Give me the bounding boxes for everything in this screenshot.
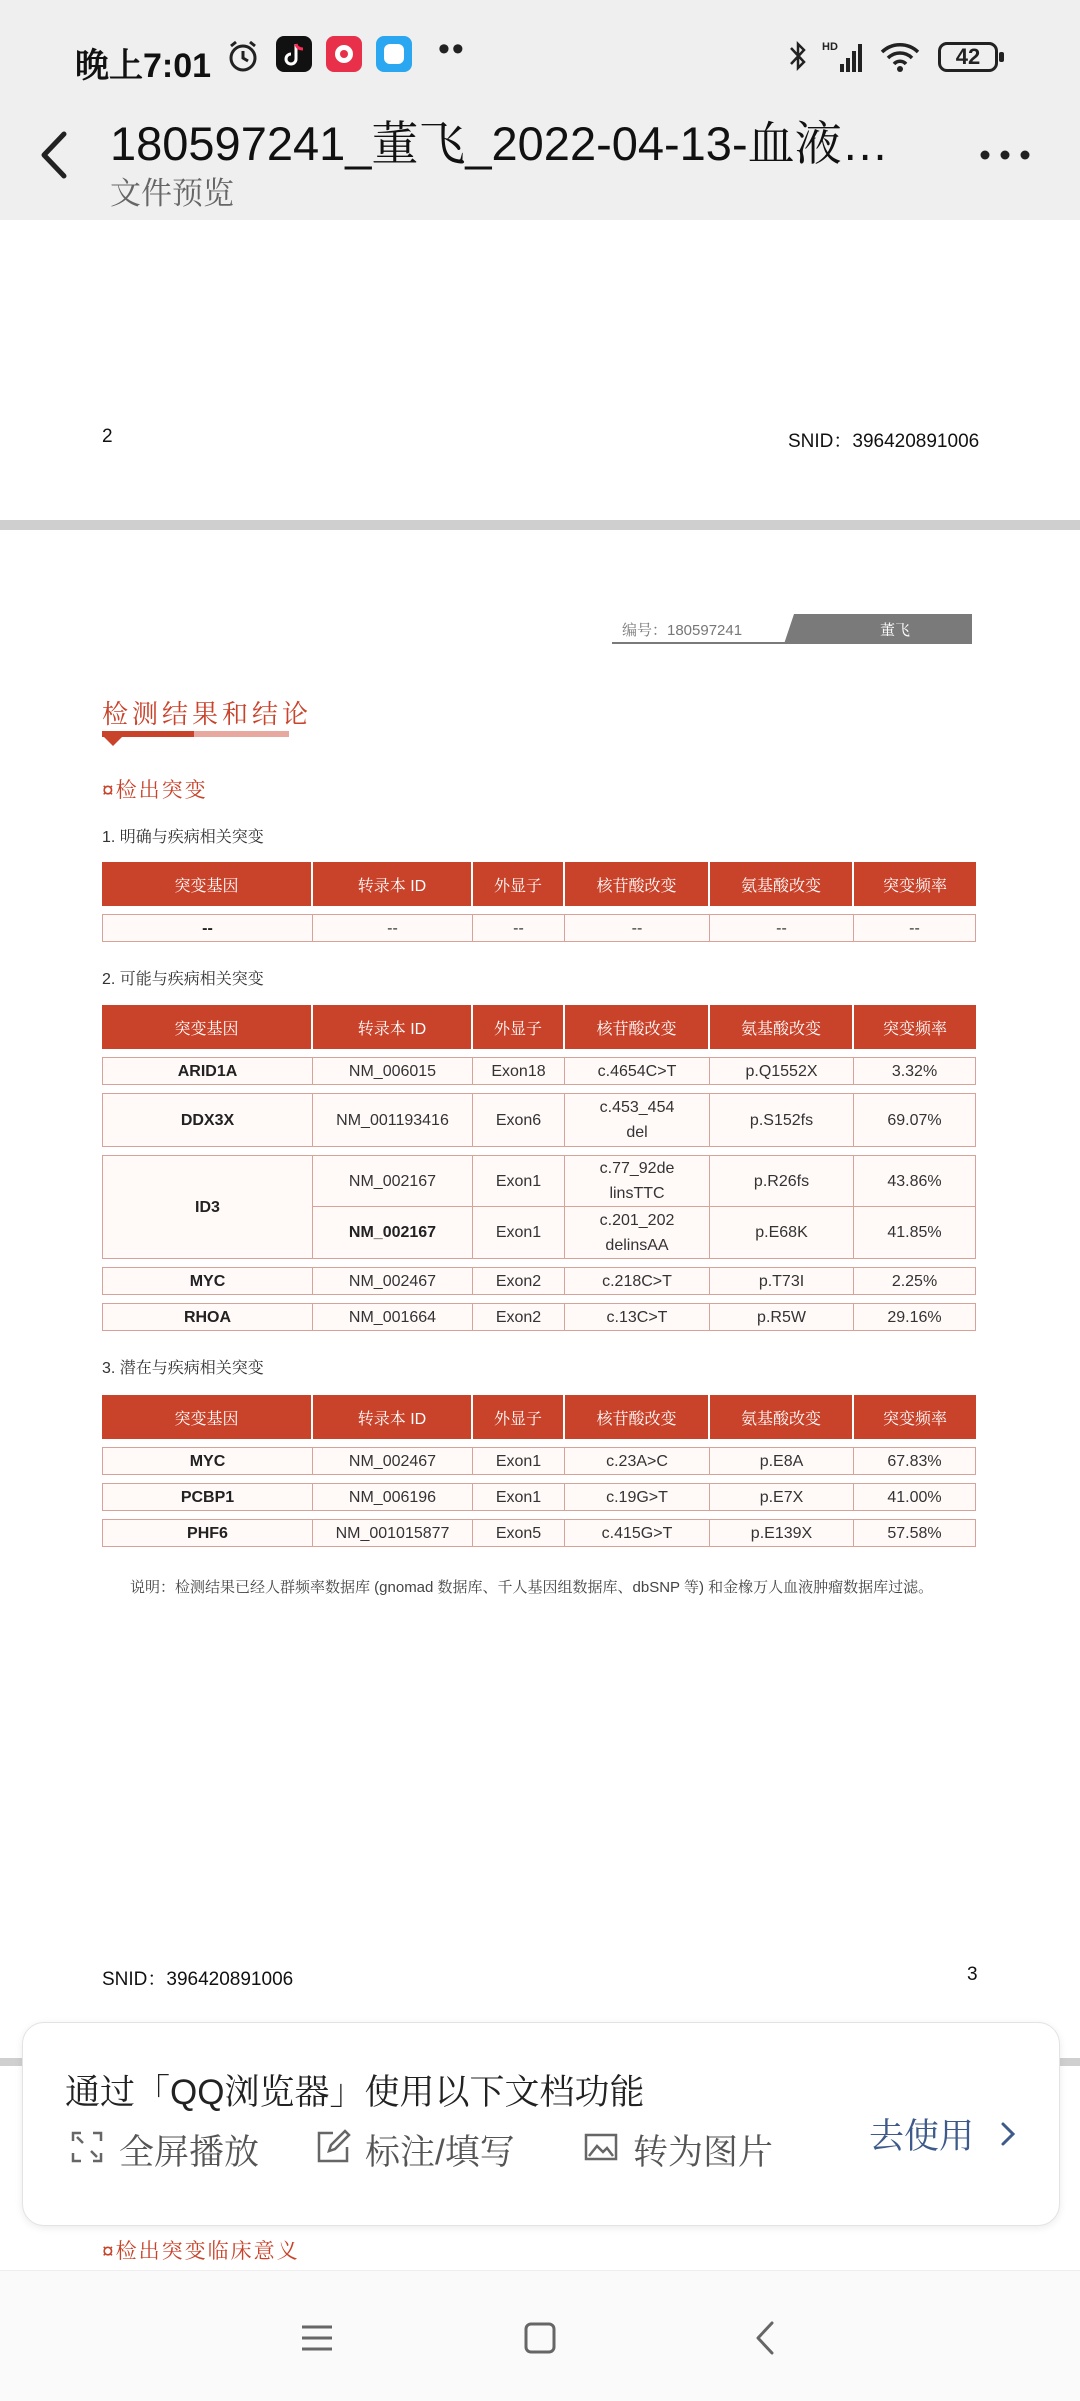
- status-time: 晚上7:01: [75, 47, 212, 85]
- back-button[interactable]: [30, 120, 80, 190]
- table-row: [102, 1447, 976, 1475]
- cell-gene: RHOA: [102, 1303, 313, 1331]
- qq-browser-promo-card: [22, 2022, 1060, 2226]
- cell-transcript: --: [313, 914, 473, 942]
- cell-exon: --: [473, 914, 565, 942]
- cell-gene: PHF6: [102, 1519, 313, 1547]
- cell-transcript: NM_006015: [313, 1057, 473, 1085]
- table-row: [102, 914, 976, 942]
- column-header: 转录本 ID: [313, 1395, 473, 1439]
- status-bar: [0, 0, 1080, 120]
- cell-gene: ID3: [102, 1155, 313, 1259]
- table-1-heading: 1. 明确与疾病相关突变: [102, 829, 264, 846]
- column-header: 突变基因: [102, 1395, 313, 1439]
- column-header: 外显子: [473, 862, 565, 906]
- page-number: 3: [967, 1964, 978, 1985]
- table-3-heading: 3. 潜在与疾病相关突变: [102, 1360, 264, 1377]
- table-row: [102, 1057, 976, 1085]
- column-header: 氨基酸改变: [710, 862, 854, 906]
- column-header: 核苷酸改变: [565, 862, 710, 906]
- alarm-icon: [225, 38, 261, 74]
- annotate-button[interactable]: [315, 2119, 565, 2175]
- battery-indicator: 42: [938, 42, 998, 72]
- fullscreen-icon: [69, 2129, 105, 2165]
- column-header: 转录本 ID: [313, 1005, 473, 1049]
- more-options-button[interactable]: [975, 140, 1035, 170]
- column-header: 突变频率: [854, 862, 976, 906]
- cell-frequency: 2.25%: [854, 1267, 976, 1295]
- subsection-title: ¤检出突变临床意义: [102, 2240, 300, 2263]
- cell-gene: MYC: [102, 1267, 313, 1295]
- cell-frequency: 41.85%: [854, 1207, 976, 1259]
- back-nav-button[interactable]: [742, 2313, 792, 2363]
- section-title: 检测结果和结论: [102, 699, 313, 729]
- column-header: 氨基酸改变: [710, 1005, 854, 1049]
- convert-image-label: 转为图片: [633, 2133, 774, 2172]
- edit-icon: [315, 2129, 351, 2165]
- cell-nucleotide: --: [565, 914, 710, 942]
- column-header: 核苷酸改变: [565, 1395, 710, 1439]
- tiktok-app-icon: [276, 36, 312, 72]
- column-header: 转录本 ID: [313, 862, 473, 906]
- cell-exon: Exon1: [473, 1207, 565, 1259]
- cell-exon: Exon6: [473, 1093, 565, 1147]
- cell-exon: Exon1: [473, 1155, 565, 1207]
- column-header: 突变基因: [102, 862, 313, 906]
- cell-amino-acid: p.E68K: [710, 1207, 854, 1259]
- cell-nucleotide: c.23A>C: [565, 1447, 710, 1475]
- cell-amino-acid: p.R5W: [710, 1303, 854, 1331]
- cell-frequency: 29.16%: [854, 1303, 976, 1331]
- cell-amino-acid: --: [710, 914, 854, 942]
- column-header: 氨基酸改变: [710, 1395, 854, 1439]
- cell-nucleotide: c.201_202 delinsAA: [565, 1207, 710, 1259]
- cell-amino-acid: p.E8A: [710, 1447, 854, 1475]
- column-header: 突变基因: [102, 1005, 313, 1049]
- cell-frequency: 3.32%: [854, 1057, 976, 1085]
- column-header: 外显子: [473, 1005, 565, 1049]
- cell-gene: DDX3X: [102, 1093, 313, 1147]
- cell-nucleotide: c.77_92de linsTTC: [565, 1155, 710, 1207]
- image-icon: [583, 2129, 619, 2165]
- report-code-label: 编号：180597241: [622, 622, 743, 639]
- table-2-heading: 2. 可能与疾病相关突变: [102, 971, 264, 988]
- home-nav-button[interactable]: [515, 2313, 565, 2363]
- svg-text:HD: HD: [822, 41, 838, 53]
- page-number: 2: [102, 426, 113, 447]
- cell-frequency: 41.00%: [854, 1483, 976, 1511]
- chevron-right-icon: [997, 2119, 1019, 2149]
- cell-exon: Exon1: [473, 1483, 565, 1511]
- document-subtitle: 文件预览: [110, 176, 234, 211]
- snid-label: SNID：396420891006: [788, 431, 980, 452]
- cell-exon: Exon2: [473, 1267, 565, 1295]
- cell-frequency: 69.07%: [854, 1093, 976, 1147]
- table-potential-mutations: [102, 1395, 976, 1547]
- bluetooth-icon: [786, 38, 810, 74]
- cell-transcript: NM_006196: [313, 1483, 473, 1511]
- table-row: [102, 1093, 976, 1147]
- cell-exon: Exon5: [473, 1519, 565, 1547]
- section-underline-light: [194, 731, 289, 737]
- snid-label: SNID：396420891006: [102, 1969, 294, 1990]
- fullscreen-label: 全屏播放: [119, 2133, 260, 2172]
- cell-nucleotide: c.4654C>T: [565, 1057, 710, 1085]
- annotate-label: 标注/填写: [365, 2133, 515, 2172]
- table-definite-mutations: [102, 862, 976, 942]
- go-use-label: 去使用: [869, 2117, 975, 2156]
- patient-name: 董飞: [880, 622, 911, 639]
- cell-frequency: --: [854, 914, 976, 942]
- table-possible-mutations: [102, 1005, 976, 1331]
- cell-gene: ARID1A: [102, 1057, 313, 1085]
- cell-nucleotide: c.13C>T: [565, 1303, 710, 1331]
- cell-amino-acid: p.E139X: [710, 1519, 854, 1547]
- column-header: 核苷酸改变: [565, 1005, 710, 1049]
- cell-amino-acid: p.R26fs: [710, 1155, 854, 1207]
- column-header: 突变频率: [854, 1395, 976, 1439]
- table-row: [102, 1303, 976, 1331]
- cell-transcript: NM_001015877: [313, 1519, 473, 1547]
- table-row: [102, 1155, 976, 1207]
- cell-transcript: NM_001664: [313, 1303, 473, 1331]
- cell-amino-acid: p.Q1552X: [710, 1057, 854, 1085]
- table-row: [102, 1267, 976, 1295]
- more-notifications-icon: ••: [438, 30, 466, 68]
- menu-nav-button[interactable]: [292, 2313, 342, 2363]
- go-use-button[interactable]: [869, 2109, 1029, 2159]
- wifi-icon: [878, 38, 922, 74]
- cell-transcript: NM_002467: [313, 1267, 473, 1295]
- page-separator: [0, 520, 1080, 530]
- message-app-icon: [376, 36, 412, 72]
- cell-exon: Exon18: [473, 1057, 565, 1085]
- table-row: [102, 1519, 976, 1547]
- cell-frequency: 57.58%: [854, 1519, 976, 1547]
- cell-gene: --: [102, 914, 313, 942]
- column-header: 外显子: [473, 1395, 565, 1439]
- cell-transcript: NM_002167: [313, 1207, 473, 1259]
- subsection-title: ¤检出突变: [102, 779, 208, 802]
- cell-frequency: 43.86%: [854, 1155, 976, 1207]
- cell-transcript: NM_002467: [313, 1447, 473, 1475]
- table-row: [102, 1483, 976, 1511]
- document-title: 180597241_董飞_2022-04-13-血液…: [110, 117, 889, 170]
- top-bar: [0, 0, 1080, 220]
- cell-exon: Exon1: [473, 1447, 565, 1475]
- cell-nucleotide: c.415G>T: [565, 1519, 710, 1547]
- taote-app-icon: [326, 36, 362, 72]
- cell-nucleotide: c.218C>T: [565, 1267, 710, 1295]
- cell-nucleotide: c.19G>T: [565, 1483, 710, 1511]
- section-marker: [104, 737, 122, 746]
- cell-exon: Exon2: [473, 1303, 565, 1331]
- filter-note: 说明：检测结果已经人群频率数据库 (gnomad 数据库、千人基因组数据库、dbSNP 等) 和金橡万人血液肿瘤数据库过滤。: [130, 1579, 934, 1596]
- cell-nucleotide: c.453_454 del: [565, 1093, 710, 1147]
- cell-amino-acid: p.T73I: [710, 1267, 854, 1295]
- cell-frequency: 67.83%: [854, 1447, 976, 1475]
- cell-amino-acid: p.S152fs: [710, 1093, 854, 1147]
- cell-transcript: NM_002167: [313, 1155, 473, 1207]
- cell-transcript: NM_001193416: [313, 1093, 473, 1147]
- fullscreen-button[interactable]: [69, 2119, 299, 2175]
- promo-title: 通过「QQ浏览器」使用以下文档功能: [65, 2073, 645, 2112]
- cell-amino-acid: p.E7X: [710, 1483, 854, 1511]
- column-header: 突变频率: [854, 1005, 976, 1049]
- cell-gene: PCBP1: [102, 1483, 313, 1511]
- system-nav-bar: [0, 2270, 1080, 2401]
- convert-image-button[interactable]: [583, 2119, 833, 2175]
- hd-signal-icon: [820, 38, 868, 74]
- cell-gene: MYC: [102, 1447, 313, 1475]
